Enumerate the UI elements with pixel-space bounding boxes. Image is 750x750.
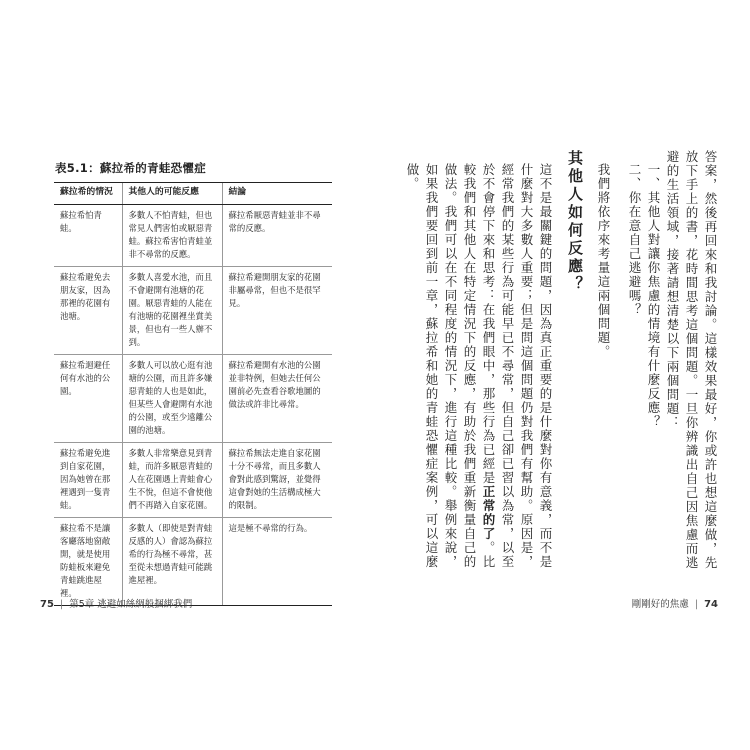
book-title: 剛剛好的焦慮 (631, 599, 689, 610)
emphasis-text: 正常的了 (481, 485, 496, 541)
conclusion-cell: 蘇拉希無法走進自家花園十分不尋常，而且多數人會對此感到驚訝，並覺得這會對她的生活構成極大的限制。 (222, 443, 332, 518)
left-page-footer (40, 596, 192, 610)
conclusion-cell: 這是極不尋常的行為。 (222, 518, 332, 606)
situation-cell: 蘇拉希不是讓客廳落地窗敞開，就是使用防蛙板來避免青蛙跳進屋裡。 (54, 518, 122, 606)
right-page (375, 0, 750, 750)
table-row (54, 267, 332, 355)
reaction-cell: 多數人不怕青蛙，但也常見人們害怕或厭惡青蛙。蘇拉希害怕青蛙並非不尋常的反應。 (122, 205, 222, 267)
reaction-cell: 多數人喜愛水池，而且不會避開有池塘的花園。厭惡青蛙的人能在有池塘的花園裡坐賞美景，但也有一些人辦不到。 (122, 267, 222, 355)
table-row (54, 355, 332, 443)
section-heading: 其他人如何反應？ (566, 150, 584, 294)
paragraph-spacer (613, 150, 625, 570)
body-paragraph (403, 150, 555, 570)
conclusion-cell: 蘇拉希避開朋友家的花園非屬尋常，但也不是很罕見。 (222, 267, 332, 355)
conclusion-cell: 蘇拉希避開有水池的公園並非特例，但她去任何公園前必先查看谷歌地圖的做法或許非比尋常。 (222, 355, 332, 443)
situation-cell: 蘇拉希迴避任何有水池的公園。 (54, 355, 122, 443)
reaction-cell: 多數人可以放心逛有池塘的公園，而且許多嫌惡青蛙的人也是如此，但某些人會避開有水池的公園，或至少遠離公園的池塘。 (122, 355, 222, 443)
question-item: 一、其他人對讓你焦慮的情境有什麼反應？ (646, 163, 661, 429)
reaction-cell: 多數人（即使是對青蛙反感的人）會認為蘇拉希的行為極不尋常，甚至從未想過青蛙可能跳進屋裡。 (122, 518, 222, 606)
right-page-footer (632, 596, 718, 610)
body-text: 這不是最關鍵的問題，因為真正重要的是什麼對你有意義，而不是什麼對大多數人重要；但是問這個問題仍對我們有幫助。原因是，經常我們的某些行為可能早已不尋常，但自己卻已習以為常，以至於不會停下來和思考：在我們眼中，那些行為已經是 (481, 163, 553, 569)
reaction-cell: 多數人非常樂意見到青蛙，而許多厭惡青蛙的人在花園遇上青蛙會心生不悅，但這不會使他們不再踏入自家花園。 (122, 443, 222, 518)
footer-separator: | (59, 599, 64, 610)
column-header-conclusion: 結論 (222, 183, 332, 205)
vertical-body-text (400, 150, 720, 570)
frog-phobia-table (54, 182, 332, 606)
body-paragraph: 我們將依序來考量這兩個問題。 (596, 163, 611, 359)
situation-cell: 蘇拉希避免去朋友家，因為那裡的花園有池塘。 (54, 267, 122, 355)
footer-separator: | (694, 599, 699, 610)
table-title: 表5.1：蘇拉希的青蛙恐懼症 (55, 161, 207, 175)
column-header-others-reaction: 其他人的可能反應 (122, 183, 222, 205)
page-number: 74 (704, 599, 718, 610)
table-row (54, 205, 332, 267)
chapter-title: 第5章 逃避如絲綢般捆綁我們 (69, 599, 193, 610)
page-number: 75 (40, 599, 54, 610)
table-header-row (54, 183, 332, 205)
table-row (54, 518, 332, 606)
body-paragraph: 答案，然後再回來和我討論。這樣效果最好，你或許也想這麼做，先放下手上的書，花時間思考這個問題。一旦你辨識出自己因焦慮而逃避的生活領域，接著請想清楚以下兩個問題： (665, 150, 718, 570)
table-row (54, 443, 332, 518)
question-item: 二、你在意自己逃避嗎？ (627, 163, 642, 317)
situation-cell: 蘇拉希怕青蛙。 (54, 205, 122, 267)
body-text: 。比較我們和其他人在特定情況下的反應，有助於我們重新衡量自己的做法。我們可以在不同程度的情況下，進行這種比較。舉例來說，如果我們要回到前一章，蘇拉希和她的青蛙恐懼症案例，可以這麼做。 (405, 163, 496, 569)
situation-cell: 蘇拉希避免進到自家花園，因為她曾在那裡遇到一隻青蛙。 (54, 443, 122, 518)
conclusion-cell: 蘇拉希厭惡青蛙並非不尋常的反應。 (222, 205, 332, 267)
column-header-situation: 蘇拉希的情況 (54, 183, 122, 205)
